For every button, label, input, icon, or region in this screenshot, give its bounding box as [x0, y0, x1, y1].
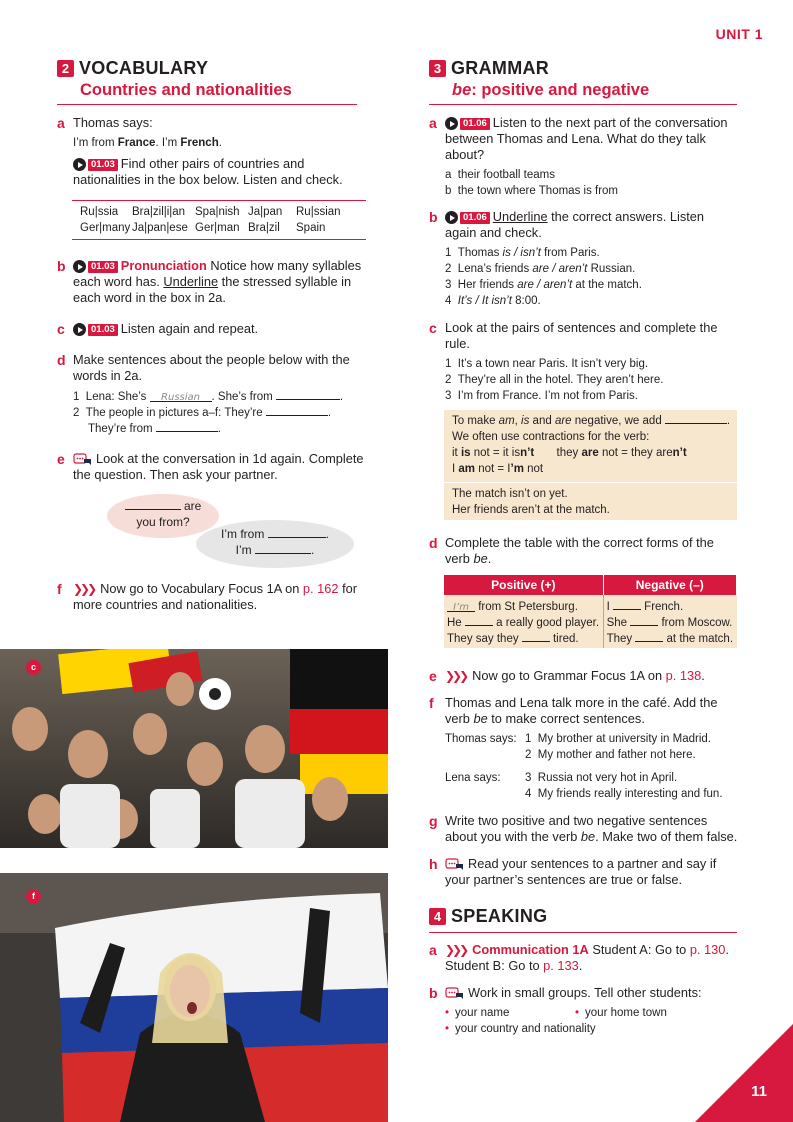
- exercise-label: e: [429, 668, 437, 684]
- answer-blank[interactable]: [665, 413, 727, 424]
- word-box-item: Bra|zil: [248, 222, 280, 234]
- page-link[interactable]: p. 130: [689, 942, 726, 957]
- exercise-text: 01.06 Underline the correct answers. Listen again and check.: [445, 209, 705, 240]
- bullet-row: [445, 1005, 734, 1021]
- word-box-row: [72, 220, 366, 236]
- answer-blank[interactable]: [266, 405, 328, 416]
- exercise-label: c: [429, 320, 437, 336]
- answer-blank[interactable]: Russian: [150, 389, 212, 402]
- exercise-text: Look at the pairs of sentences and complete the rule.: [445, 320, 718, 351]
- exercise-label: d: [57, 352, 66, 368]
- answer-blank[interactable]: [156, 421, 218, 432]
- speaking-heading: [429, 906, 737, 927]
- negative-cell: I French. She from Moscow. They at the match.: [603, 595, 736, 648]
- sentence-2: 2 The people in pictures a–f: They’re .: [73, 407, 332, 419]
- contraction-line: I am not = I’m not: [452, 463, 544, 475]
- exercise-text: 01.06 Listen to the next part of the conversation between Thomas and Lena. What do they talk about?: [445, 115, 728, 162]
- example-quote: I’m from France. I’m French.: [73, 137, 222, 149]
- exercise-text: Thomas says:: [73, 115, 153, 130]
- divider: [429, 932, 737, 933]
- page-number: 11: [751, 1083, 767, 1100]
- exercise-4a: [429, 942, 734, 974]
- sentence-2-cont: They’re from .: [88, 423, 221, 435]
- exercise-text: Complete the table with the correct forms of the verb be.: [445, 535, 714, 566]
- answer-blank[interactable]: [276, 389, 340, 400]
- exercise-text: Look at the conversation in 1d again. Complete the question. Then ask your partner.: [73, 451, 364, 482]
- page-corner: [695, 1024, 793, 1122]
- column-header-negative: Negative (–): [603, 575, 736, 595]
- word-box-item: Spain: [296, 222, 326, 234]
- speech-bubble-answer: I’m from . I’m .: [196, 520, 354, 568]
- rule-line: We often use contractions for the verb:: [452, 431, 650, 443]
- grammar-heading: [429, 58, 737, 79]
- answer-item: 3 Her friends are / aren’t at the match.: [445, 279, 642, 291]
- section-number: 4: [429, 908, 446, 925]
- answer-choice[interactable]: are / aren’t: [517, 279, 573, 291]
- word-box-item: Bra|zil|i|an: [132, 206, 186, 218]
- answer-blank[interactable]: [630, 615, 658, 626]
- page-link[interactable]: p. 138: [665, 668, 702, 683]
- exercise-text: 01.03 Pronunciation Notice how many syllables each word has. Underline the stressed syllable in each word in the box in 2a.: [73, 258, 362, 305]
- word-box-item: Ger|many: [80, 222, 131, 234]
- chevron-right-icon: ❯❯❯: [445, 669, 467, 683]
- exercise-label: c: [57, 321, 65, 337]
- audio-button[interactable]: 01.03: [73, 158, 118, 171]
- positive-cell: I’m from St Petersburg. He a really good player. They say they tired.: [444, 595, 603, 648]
- sentence-item: 1 It’s a town near Paris. It isn’t very big.: [445, 358, 649, 370]
- exercise-2f: [57, 581, 387, 613]
- exercise-text: ❯❯❯ Now go to Grammar Focus 1A on p. 138.: [445, 668, 705, 683]
- grammar-rule-box: [444, 410, 737, 520]
- exercise-text: 01.03 Listen again and repeat.: [73, 321, 367, 337]
- divider: [57, 104, 357, 105]
- answer-item: 1 Thomas is / isn’t from Paris.: [445, 247, 600, 259]
- thomas-line: Thomas says: 1 My brother at university in Madrid.: [445, 733, 711, 745]
- example-line: Her friends aren’t at the match.: [452, 504, 610, 516]
- section-title: VOCABULARY: [79, 58, 209, 78]
- answer-list: [445, 245, 734, 309]
- answer-blank[interactable]: [268, 527, 326, 538]
- play-icon: [73, 158, 86, 171]
- word-box-item: Ru|ssia: [80, 206, 119, 218]
- lena-line: Lena says: 3 Russia not very hot in April.: [445, 772, 678, 784]
- section-number: 2: [57, 60, 74, 77]
- sentence-list: [445, 356, 734, 404]
- play-icon: [445, 211, 458, 224]
- answer-blank[interactable]: [613, 599, 641, 610]
- divider: [444, 482, 737, 483]
- exercise-label: h: [429, 856, 438, 872]
- exercise-label: d: [429, 535, 438, 551]
- answer-blank[interactable]: I’m: [447, 599, 475, 612]
- play-icon: [73, 323, 86, 336]
- exercise-text: ❯❯❯ Now go to Vocabulary Focus 1A on p. 162 for more countries and nationalities.: [73, 581, 358, 612]
- bullet-item: • your country and nationality: [445, 1023, 596, 1035]
- rule-line: To make am, is and are negative, we add .: [452, 415, 731, 427]
- exercise-3c: [429, 320, 734, 404]
- answer-choice[interactable]: are / aren’t: [532, 263, 588, 275]
- unit-label: UNIT 1: [715, 26, 763, 42]
- exercise-instruction: 01.03 Find other pairs of countries and nationalities in the box below. Listen and check.: [73, 156, 343, 187]
- speaking-icon: [73, 453, 93, 467]
- exercise-text: ❯❯❯ Communication 1A Student A: Go to p. 130. Student B: Go to p. 133.: [445, 942, 729, 973]
- answer-choice[interactable]: is / isn’t: [502, 247, 541, 259]
- answer-blank[interactable]: [465, 615, 493, 626]
- exercise-3g: [429, 813, 739, 845]
- word-box-row: [72, 204, 366, 220]
- photo-tag: c: [26, 660, 41, 675]
- example-line: The match isn’t on yet.: [452, 488, 568, 500]
- exercise-label: a: [429, 942, 437, 958]
- speaking-icon: [445, 987, 465, 1001]
- exercise-2a: [57, 115, 367, 188]
- page-link[interactable]: p. 133: [543, 958, 579, 973]
- exercise-label: b: [429, 209, 438, 225]
- sentence-1: 1 Lena: She’s Russian . She’s from .: [73, 391, 344, 403]
- answer-blank[interactable]: [522, 631, 550, 642]
- divider: [429, 104, 737, 105]
- word-box-item: Ja|pan|ese: [132, 222, 188, 234]
- exercise-2b: [57, 258, 367, 306]
- speaking-section: [429, 906, 737, 933]
- exercise-label: f: [429, 695, 434, 711]
- grammar-section: [429, 58, 737, 105]
- vocabulary-heading: [57, 58, 357, 79]
- section-title: SPEAKING: [451, 906, 548, 926]
- contraction-line: it is not = it isn’t they are not = they aren’t: [452, 447, 687, 459]
- exercise-3a: [429, 115, 734, 199]
- section-number: 3: [429, 60, 446, 77]
- bullet-item: • your name: [445, 1007, 510, 1019]
- play-icon: [445, 117, 458, 130]
- word-box-item: Ru|ssian: [296, 206, 341, 218]
- bullet-item: • your home town: [575, 1007, 667, 1019]
- exercise-label: a: [429, 115, 437, 131]
- word-box-item: Ja|pan: [248, 206, 283, 218]
- speaking-icon: [445, 858, 465, 872]
- exercise-3e: [429, 668, 734, 684]
- exercise-text: Make sentences about the people below with the words in 2a.: [73, 352, 350, 383]
- sentence-item: 3 I’m from France. I’m not from Paris.: [445, 390, 638, 402]
- sentence-item: 2 They’re all in the hotel. They aren’t here.: [445, 374, 664, 386]
- chevron-right-icon: ❯❯❯: [445, 943, 467, 957]
- exercise-label: f: [57, 581, 62, 597]
- exercise-text: Write two positive and two negative sentences about you with the verb be. Make two of them false.: [445, 813, 738, 844]
- answer-blank[interactable]: [635, 631, 663, 642]
- play-icon: [73, 260, 86, 273]
- option-a: a their football teams: [445, 169, 555, 181]
- exercise-2c: [57, 321, 367, 337]
- option-b: b the town where Thomas is from: [445, 185, 619, 197]
- section-subtitle: Countries and nationalities: [80, 81, 292, 99]
- exercise-2d: [57, 352, 367, 437]
- exercise-label: b: [429, 985, 438, 1001]
- exercise-label: b: [57, 258, 66, 274]
- section-subtitle: be: positive and negative: [452, 81, 650, 99]
- word-box: [72, 200, 366, 240]
- exercise-3d: [429, 535, 734, 567]
- answer-item: 2 Lena’s friends are / aren’t Russian.: [445, 263, 636, 275]
- exercise-text: Read your sentences to a partner and say if your partner’s sentences are true or false.: [445, 856, 717, 887]
- exercise-text: Work in small groups. Tell other students:: [445, 985, 734, 1001]
- exercise-2e: [57, 451, 377, 483]
- photo-tag: f: [26, 889, 41, 904]
- answer-blank[interactable]: [255, 543, 311, 554]
- photo-russian-flag-fan: [0, 873, 388, 1122]
- chevron-right-icon: ❯❯❯: [73, 582, 95, 596]
- exercise-4b: [429, 985, 734, 1037]
- grammar-table: [444, 575, 737, 648]
- answer-item: 4 It’s / It isn’t 8:00.: [445, 295, 541, 307]
- exercise-3h: [429, 856, 734, 888]
- page-link[interactable]: p. 162: [302, 581, 339, 596]
- crowd-image: [0, 649, 388, 848]
- section-title: GRAMMAR: [451, 58, 550, 78]
- exercise-label: g: [429, 813, 438, 829]
- column-header-positive: Positive (+): [444, 575, 603, 595]
- audio-button[interactable]: 01.06: [445, 211, 490, 224]
- exercise-text: Thomas and Lena talk more in the café. Add the verb be to make correct sentences.: [445, 695, 718, 726]
- audio-button[interactable]: 01.06: [445, 117, 490, 130]
- exercise-3f: [429, 695, 737, 802]
- exercise-label: e: [57, 451, 65, 467]
- audio-button[interactable]: 01.03: [73, 323, 118, 336]
- exercise-3b: [429, 209, 734, 309]
- word-box-item: Ger|man: [195, 222, 240, 234]
- photo-football-crowd: [0, 649, 388, 848]
- speech-bubble-question: are you from?: [107, 494, 219, 538]
- lena-line: 4 My friends really interesting and fun.: [525, 788, 723, 800]
- answer-choice[interactable]: It’s / It isn’t: [457, 295, 512, 307]
- thomas-line: 2 My mother and father not here.: [525, 749, 696, 761]
- exercise-label: a: [57, 115, 65, 131]
- audio-button[interactable]: 01.03: [73, 260, 118, 273]
- word-box-item: Spa|nish: [195, 206, 240, 218]
- vocabulary-section: [57, 58, 357, 105]
- fan-image: [0, 873, 388, 1122]
- answer-blank[interactable]: [125, 499, 181, 510]
